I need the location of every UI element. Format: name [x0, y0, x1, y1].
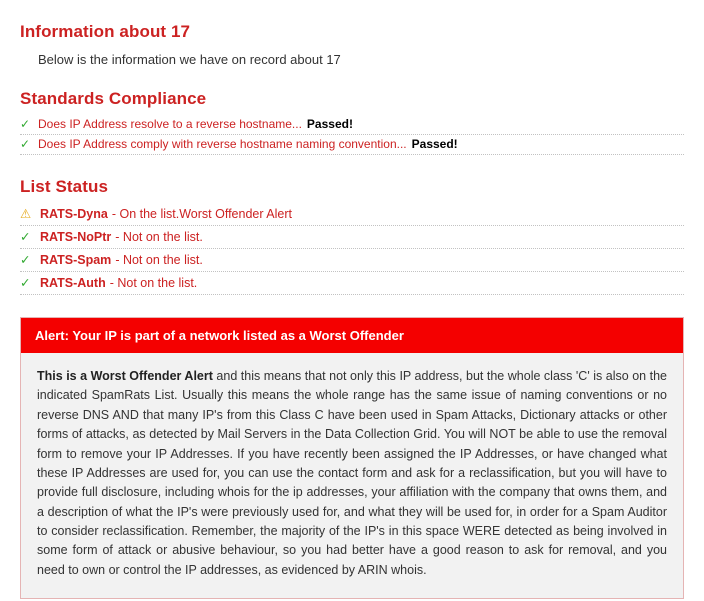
list-name: RATS-NoPtr [40, 230, 112, 244]
check-icon: ✓ [20, 276, 31, 290]
list-item [20, 203, 684, 226]
table-row [20, 115, 684, 135]
alert-text: and this means that not only this IP address, but the whole class 'C' is also on the indicated SpamRats List. Usually this means the whole range has the same issue of naming conventions or no reverse DNS AND that many IP's from this Class C have been used in Spam Attacks, Dictionary attacks or other forms of attacks, as detected by Mail Servers in the Data Collection Grid. You will NOT be able to use the removal form to remove your IP Addresses. If you have recently been assigned the IP Addresses, or have changed what these IP Addresses are used for, you can use the contact form and ask for a reclassification, but you will have to provide full disclosure, including whois for the ip addresses, your affiliation with the company that owns them, and a description of what the IP's were previously used for, and what they will be used for, in order for a Spam Auditor to consider reclassification. Remember, the majority of the IP's in this space WERE detected as being involved in some form of attack or abusive behaviour, so you had better have a good reason to ask for removal, and you need to own or control the IP addresses, as evidenced by ARIN whois. [37, 369, 668, 577]
intro-text: Below is the information we have on record about 17 [38, 52, 341, 67]
worst-offender-alert-box [20, 317, 684, 599]
list-name: RATS-Auth [40, 276, 106, 290]
check-icon: ✓ [20, 117, 31, 131]
standards-question: Does IP Address resolve to a reverse hostname... [38, 117, 302, 131]
list-name: RATS-Spam [40, 253, 112, 267]
check-icon: ✓ [20, 230, 31, 244]
alert-lead: This is a Worst Offender Alert [37, 369, 213, 383]
standards-result: Passed! [306, 117, 353, 131]
list-state: - Not on the list. [115, 230, 203, 244]
list-state: - Not on the list. [115, 253, 203, 267]
check-icon: ✓ [20, 137, 31, 151]
list-item [20, 226, 684, 249]
check-icon: ✓ [20, 253, 31, 267]
page-title: Information about 17 [20, 22, 191, 41]
standards-compliance-title: Standards Compliance [20, 89, 207, 108]
list-state: - On the list.Worst Offender Alert [111, 207, 293, 221]
list-item [20, 272, 684, 295]
warning-icon: ⚠ [20, 207, 32, 221]
alert-body [21, 353, 683, 598]
alert-heading: Alert: Your IP is part of a network listed as a Worst Offender [21, 318, 683, 353]
standards-compliance-list [20, 115, 684, 155]
list-name: RATS-Dyna [40, 207, 108, 221]
standards-result: Passed! [411, 137, 458, 151]
list-state: - Not on the list. [109, 276, 198, 290]
list-status-list [20, 203, 684, 295]
list-status-title: List Status [20, 177, 109, 196]
list-item [20, 249, 684, 272]
standards-question: Does IP Address comply with reverse hostname naming convention... [38, 137, 407, 151]
table-row [20, 135, 684, 155]
